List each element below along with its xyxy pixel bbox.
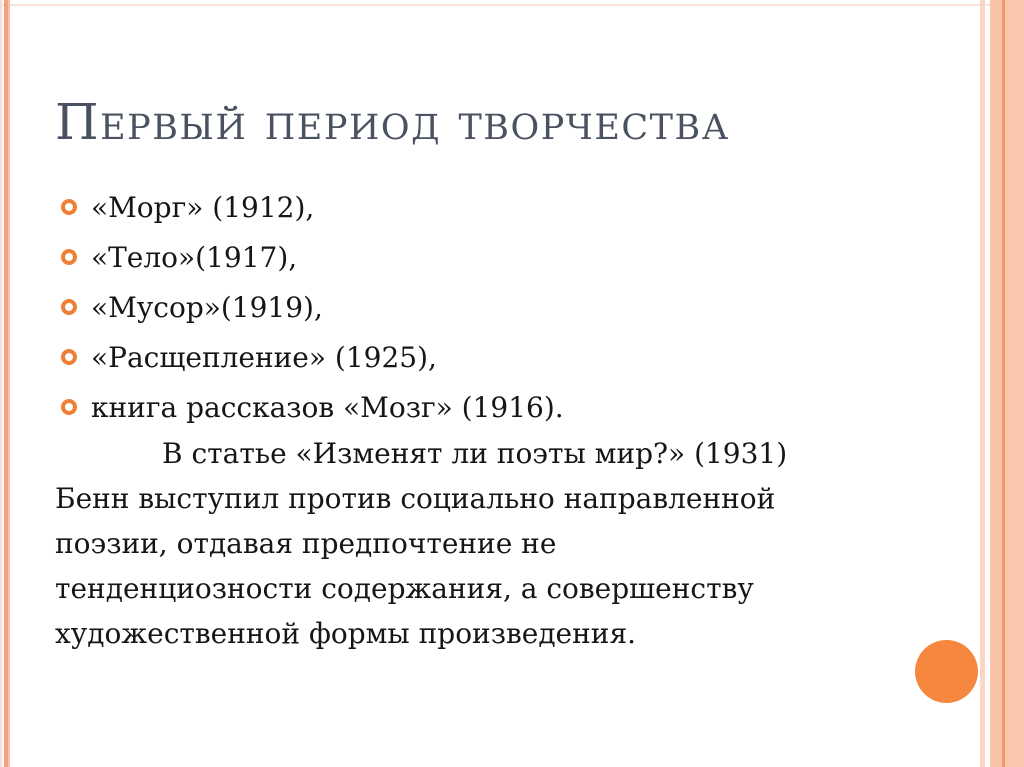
paragraph-line: поэзии, отдавая предпочтение не xyxy=(55,527,557,560)
bullet-ring-icon xyxy=(61,299,77,315)
right-border-band-soft xyxy=(1005,0,1024,767)
bullet-text: «Морг» (1912), xyxy=(91,190,315,224)
accent-circle xyxy=(915,640,978,703)
list-item xyxy=(55,282,564,332)
left-border-soft-line xyxy=(8,0,10,767)
paragraph-line: В статье «Изменят ли поэты мир?» (1931) xyxy=(162,437,788,470)
bullet-ring-icon xyxy=(61,349,77,365)
paragraph-line: тенденциозности содержания, а совершенству xyxy=(55,572,754,605)
bullet-text: «Мусор»(1919), xyxy=(91,290,323,324)
list-item xyxy=(55,382,564,432)
bullet-ring-icon xyxy=(61,249,77,265)
bullet-ring-icon xyxy=(61,399,77,415)
bullet-list xyxy=(55,182,564,432)
bullet-text: «Тело»(1917), xyxy=(91,240,298,274)
bullet-text: «Расщепление» (1925), xyxy=(91,340,437,374)
left-border-outer-line xyxy=(0,0,2,767)
list-item xyxy=(55,182,564,232)
paragraph xyxy=(55,431,915,656)
list-item xyxy=(55,232,564,282)
top-border-line xyxy=(0,4,1024,6)
paragraph-line: художественной формы произведения. xyxy=(55,617,637,650)
bullet-text: книга рассказов «Мозг» (1916). xyxy=(91,390,564,424)
right-border-band xyxy=(990,0,1024,767)
bullet-ring-icon xyxy=(61,199,77,215)
right-border-thin-line xyxy=(980,0,985,767)
slide-title: Первый период творчества xyxy=(55,93,730,151)
paragraph-line: Бенн выступил против социально направленной xyxy=(55,482,776,515)
list-item xyxy=(55,332,564,382)
